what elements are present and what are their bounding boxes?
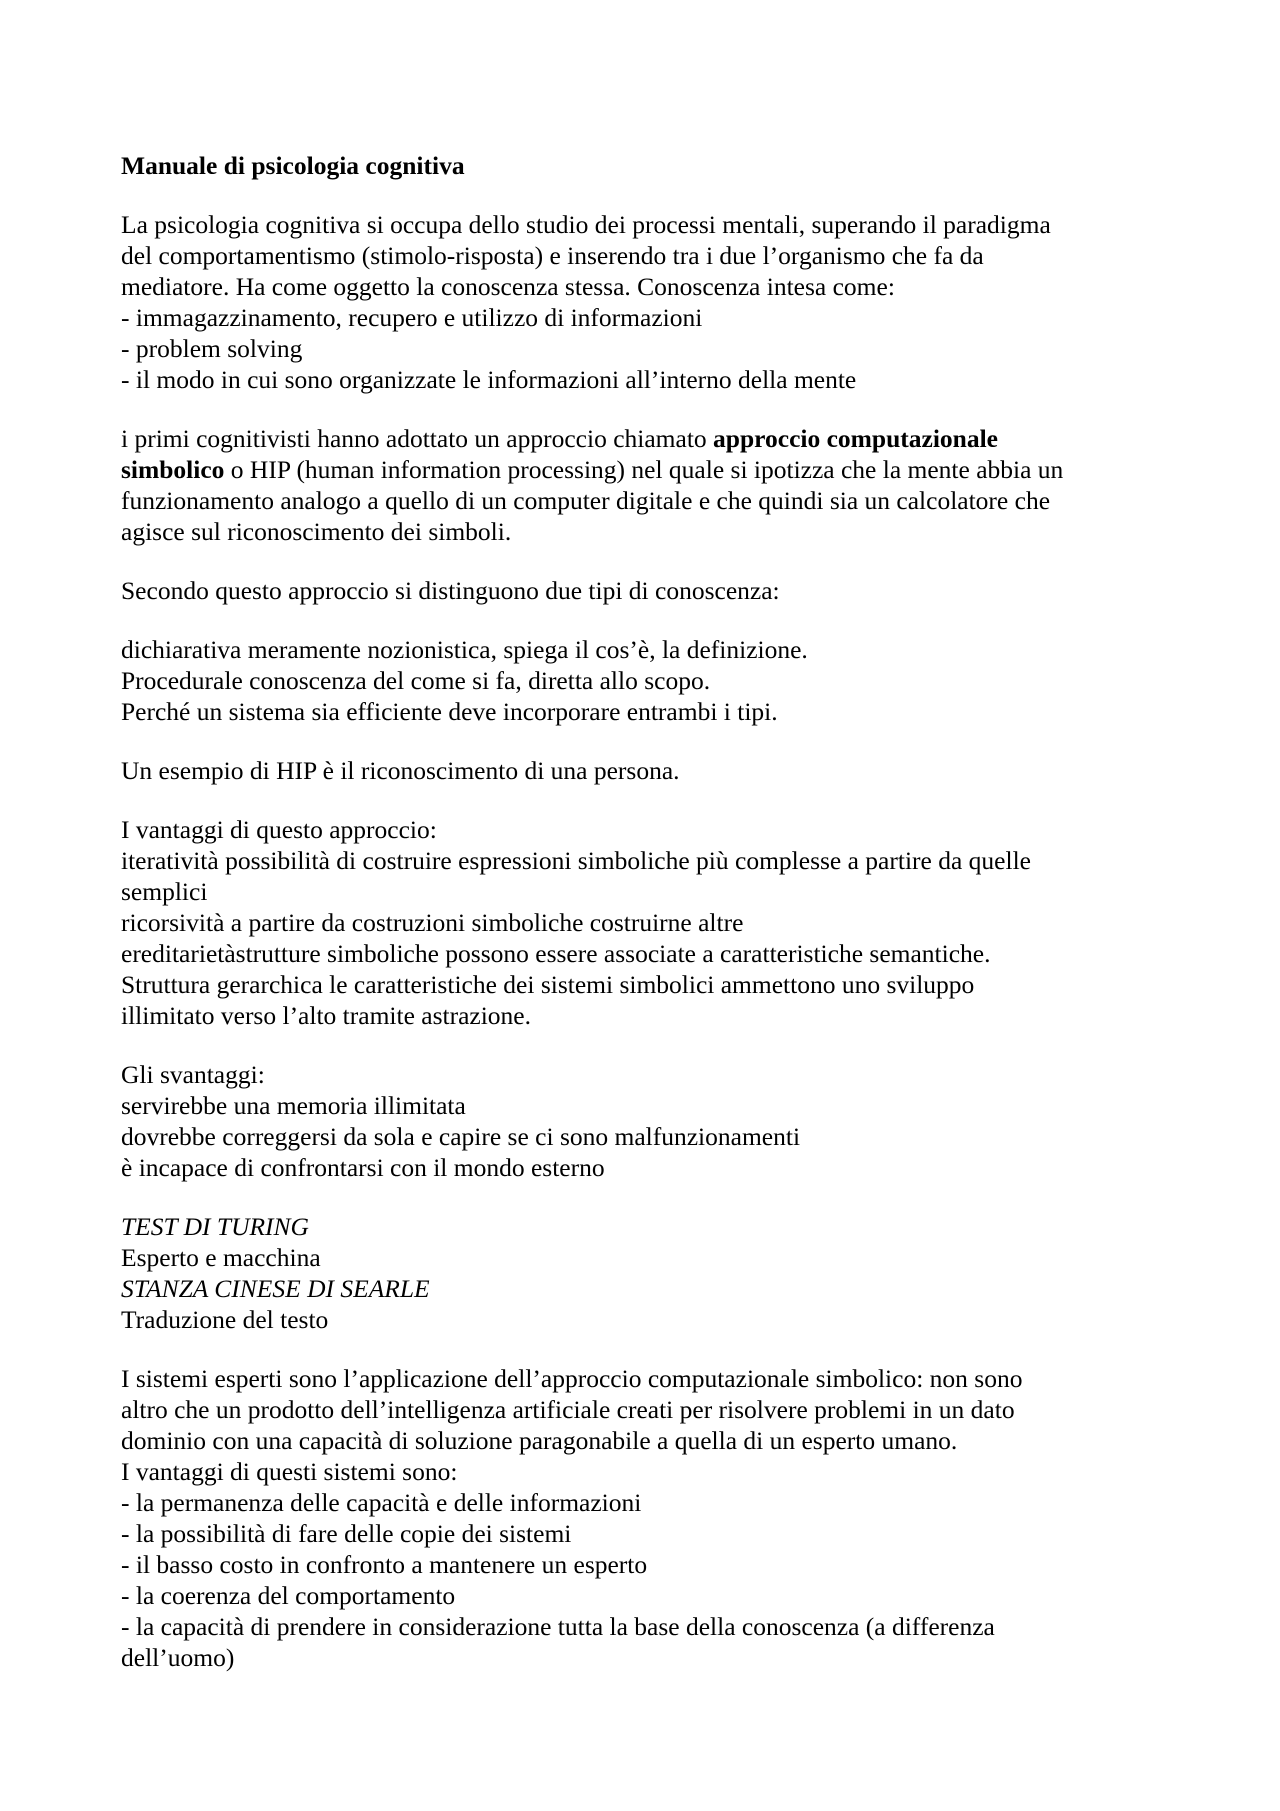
svantaggi-paragraph	[121, 1059, 1171, 1183]
esperti-list-item: dell’uomo)	[121, 1643, 235, 1672]
hip-text: i primi cognitivisti hanno adottato un approccio chiamato	[121, 424, 714, 453]
hip-line-1	[121, 423, 1171, 454]
vantaggi-line: semplici	[121, 877, 208, 906]
examples-block	[121, 1211, 1171, 1335]
intro-list-item: - problem solving	[121, 334, 303, 363]
tipi-line: dichiarativa meramente nozionistica, spiega il cos’è, la definizione.	[121, 635, 808, 664]
hip-paragraph	[121, 423, 1171, 547]
hip-line-2	[121, 454, 1171, 485]
vantaggi-line: ereditarietàstrutture simboliche possono essere associate a caratteristiche semantiche.	[121, 939, 991, 968]
document-title: Manuale di psicologia cognitiva	[121, 151, 465, 180]
esperti-line: I vantaggi di questi sistemi sono:	[121, 1457, 458, 1486]
vantaggi-line: ricorsività a partire da costruzioni simboliche costruirne altre	[121, 908, 744, 937]
searle-text: Traduzione del testo	[121, 1305, 329, 1334]
esempio-paragraph: Un esempio di HIP è il riconoscimento di una persona.	[121, 756, 680, 785]
svantaggi-line: servirebbe una memoria illimitata	[121, 1091, 466, 1120]
turing-text: Esperto e macchina	[121, 1243, 321, 1272]
hip-text: o HIP (human information processing) nel quale si ipotizza che la mente abbia un	[224, 455, 1064, 484]
hip-bold-term: approccio computazionale	[713, 424, 999, 453]
esperti-list-item: - la capacità di prendere in considerazione tutta la base della conoscenza (a differenza	[121, 1612, 995, 1641]
vantaggi-line: illimitato verso l’alto tramite astrazione.	[121, 1001, 531, 1030]
secondo-paragraph: Secondo questo approccio si distinguono due tipi di conoscenza:	[121, 576, 780, 605]
document-page	[121, 150, 1171, 1673]
intro-list-item: - immagazzinamento, recupero e utilizzo di informazioni	[121, 303, 703, 332]
intro-line: del comportamentismo (stimolo-risposta) e inserendo tra i due l’organismo che fa da	[121, 241, 984, 270]
hip-line-4: agisce sul riconoscimento dei simboli.	[121, 517, 512, 546]
tipi-paragraph	[121, 634, 1171, 727]
esperti-list-item: - la coerenza del comportamento	[121, 1581, 456, 1610]
intro-line: La psicologia cognitiva si occupa dello studio dei processi mentali, superando il paradigma	[121, 210, 1051, 239]
esperti-line: I sistemi esperti sono l’applicazione dell’approccio computazionale simbolico: non sono	[121, 1364, 1023, 1393]
tipi-line: Procedurale conoscenza del come si fa, diretta allo scopo.	[121, 666, 711, 695]
svantaggi-line: è incapace di confrontarsi con il mondo esterno	[121, 1153, 605, 1182]
svantaggi-line: Gli svantaggi:	[121, 1060, 265, 1089]
esperti-list-item: - la permanenza delle capacità e delle informazioni	[121, 1488, 642, 1517]
vantaggi-line: I vantaggi di questo approccio:	[121, 815, 437, 844]
esperti-line: altro che un prodotto dell’intelligenza artificiale creati per risolvere problemi in un dato	[121, 1395, 1015, 1424]
intro-list-item: - il modo in cui sono organizzate le informazioni all’interno della mente	[121, 365, 857, 394]
intro-line: mediatore. Ha come oggetto la conoscenza stessa. Conoscenza intesa come:	[121, 272, 895, 301]
esperti-paragraph	[121, 1363, 1171, 1673]
esperti-list-item: - la possibilità di fare delle copie dei sistemi	[121, 1519, 572, 1548]
turing-heading: TEST DI TURING	[121, 1212, 309, 1241]
vantaggi-paragraph	[121, 814, 1171, 1031]
esperti-line: dominio con una capacità di soluzione paragonabile a quella di un esperto umano.	[121, 1426, 958, 1455]
intro-paragraph	[121, 209, 1171, 395]
hip-line-3: funzionamento analogo a quello di un computer digitale e che quindi sia un calcolatore che	[121, 486, 1051, 515]
tipi-line: Perché un sistema sia efficiente deve incorporare entrambi i tipi.	[121, 697, 778, 726]
searle-heading: STANZA CINESE DI SEARLE	[121, 1274, 430, 1303]
hip-bold-term: simbolico	[121, 455, 225, 484]
vantaggi-line: iteratività possibilità di costruire espressioni simboliche più complesse a partire da quelle	[121, 846, 1031, 875]
vantaggi-line: Struttura gerarchica le caratteristiche dei sistemi simbolici ammettono uno sviluppo	[121, 970, 975, 999]
svantaggi-line: dovrebbe correggersi da sola e capire se ci sono malfunzionamenti	[121, 1122, 801, 1151]
esperti-list-item: - il basso costo in confronto a mantenere un esperto	[121, 1550, 648, 1579]
